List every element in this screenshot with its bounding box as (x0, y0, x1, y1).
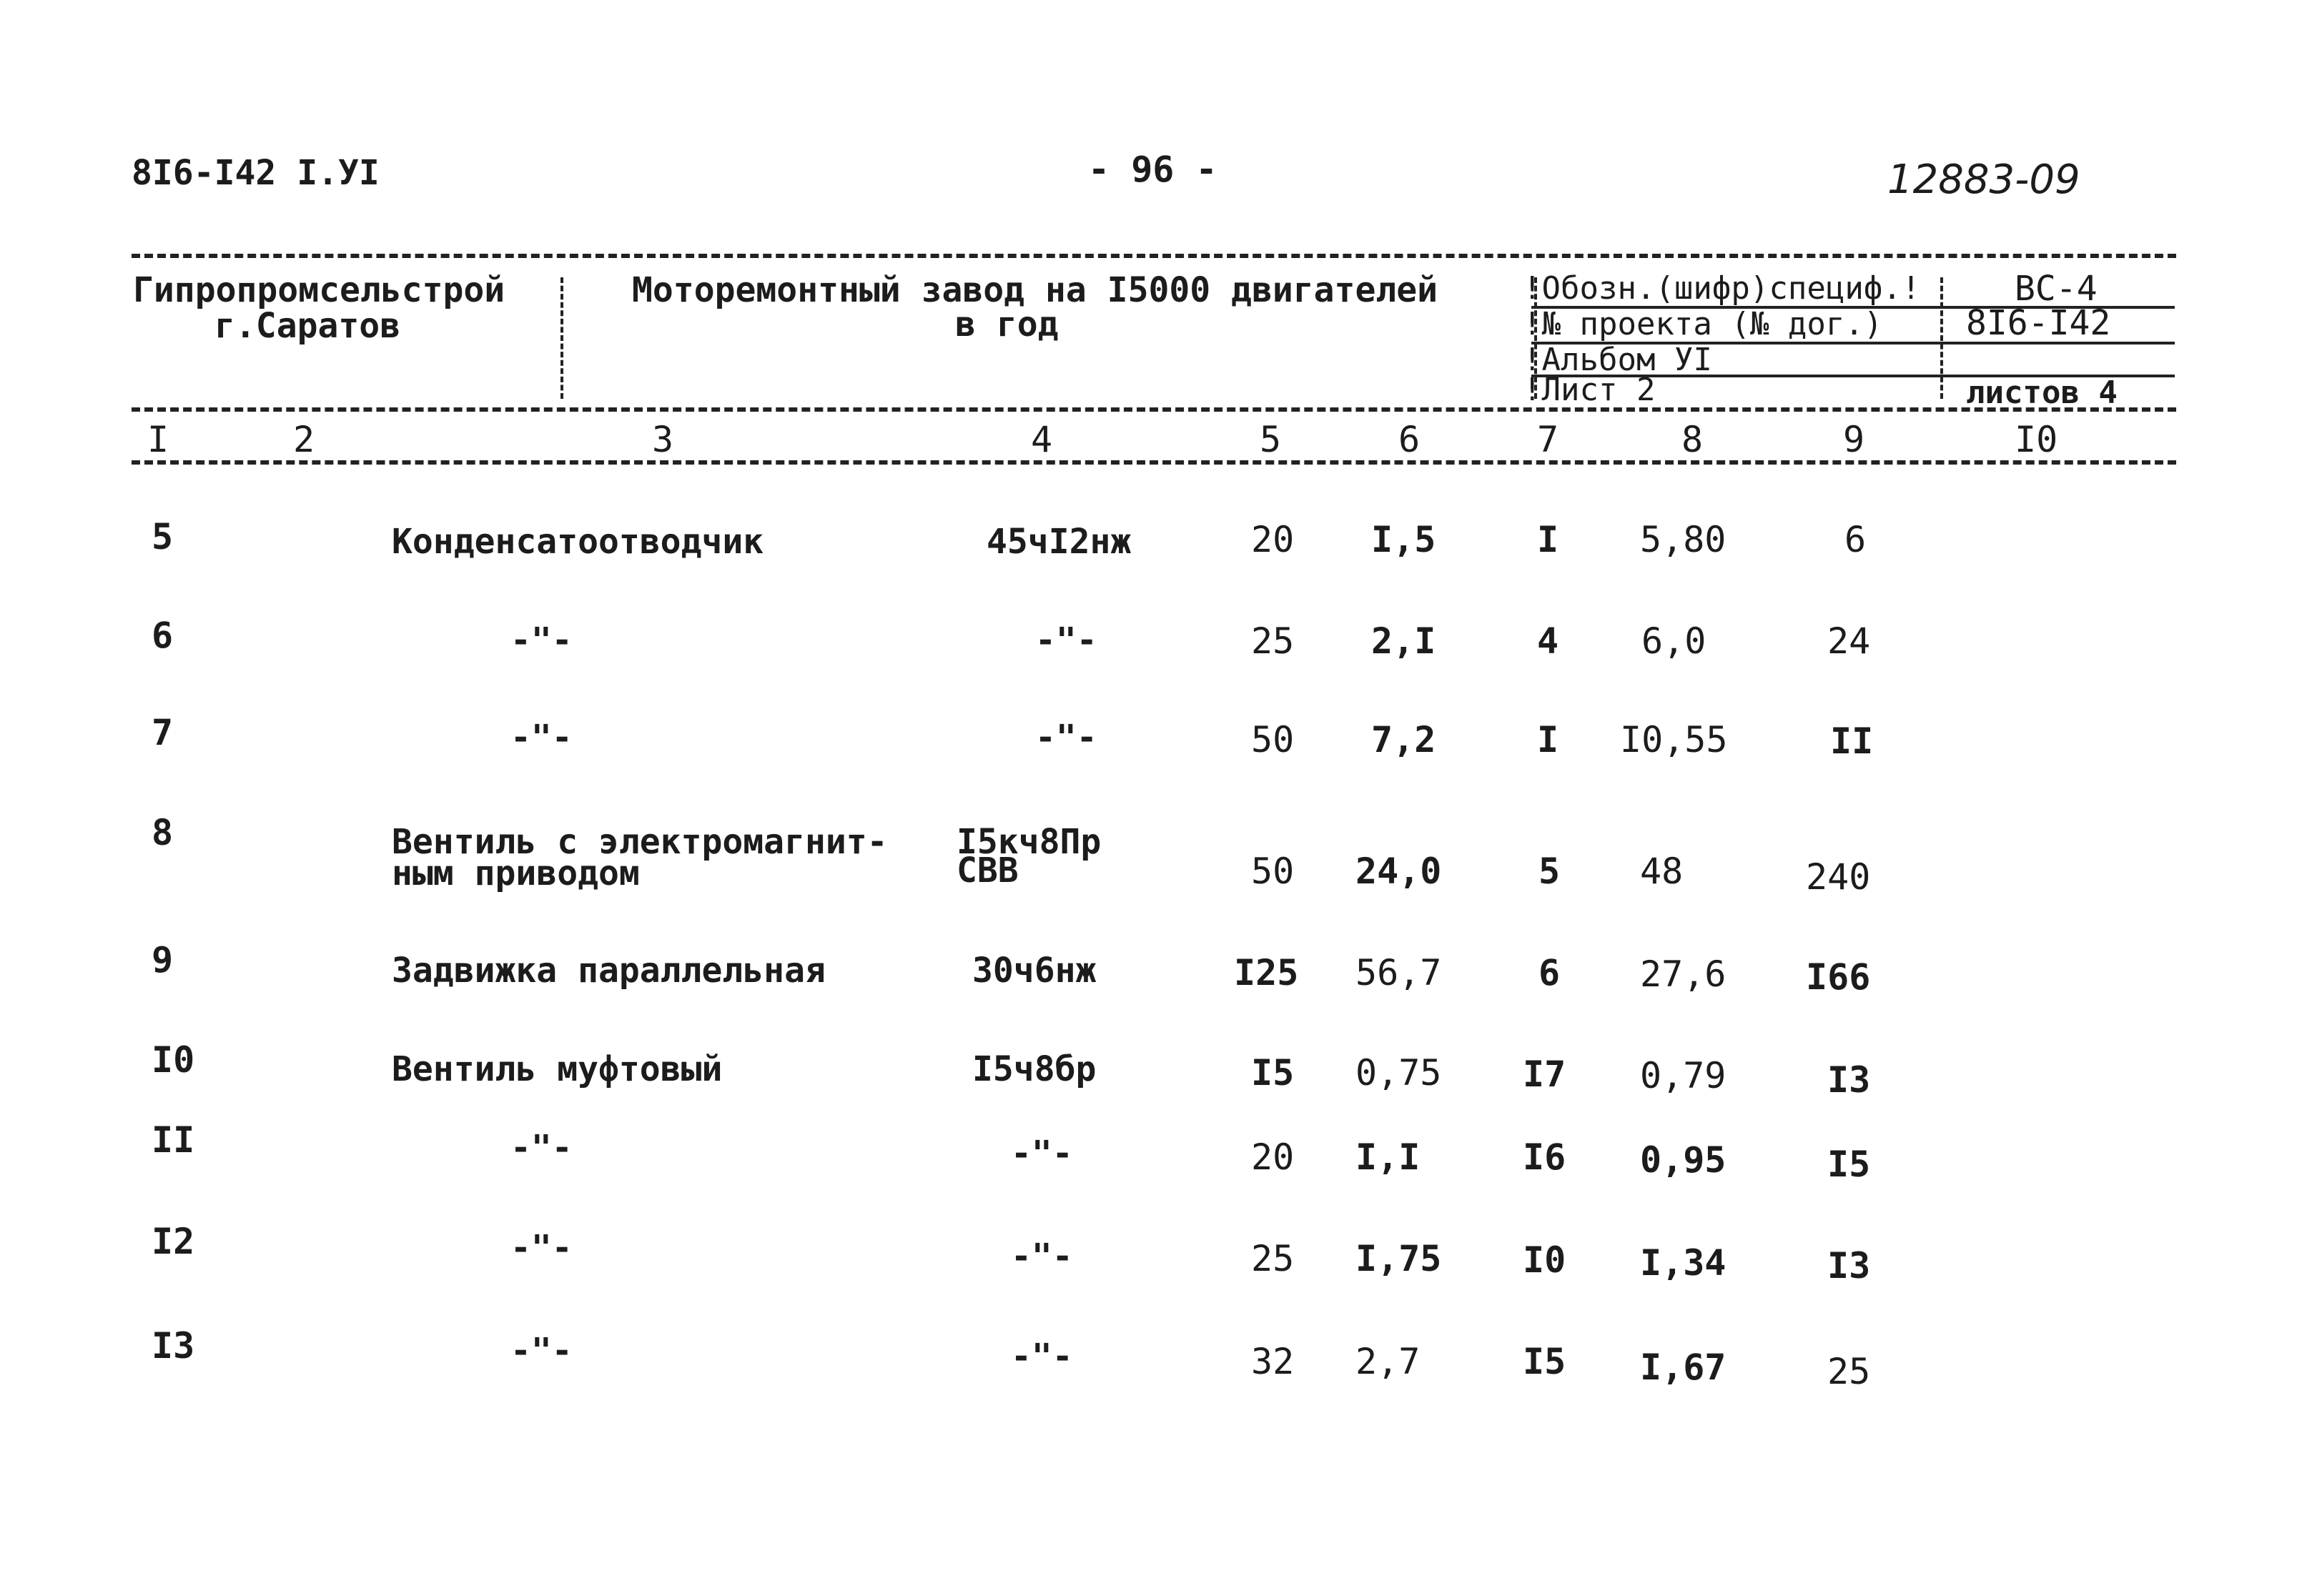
column-number: 9 (1843, 419, 1865, 460)
cell-col8: I0,55 (1620, 719, 1728, 760)
organization: Гипропромсельстрой (133, 270, 505, 310)
cell-designation: 30ч6нж (972, 951, 1097, 991)
column-number: 7 (1537, 419, 1559, 460)
cell-col5: 20 (1251, 519, 1295, 560)
cell-col6: 2,I (1371, 620, 1436, 662)
column-number: 3 (652, 419, 674, 460)
cell-name: Задвижка параллельная (392, 951, 826, 991)
cell-name: -"- (510, 620, 573, 660)
cell-col5: I5 (1251, 1052, 1295, 1094)
cell-name: Конденсатоотводчик (392, 522, 764, 562)
cell-item-number: II (152, 1119, 195, 1161)
cell-col5: 50 (1251, 851, 1295, 892)
cell-col9: I3 (1827, 1059, 1871, 1101)
cell-col9: 240 (1806, 856, 1871, 898)
album-label: !Альбом УI (1523, 342, 1712, 378)
project-number-label: !№ проекта (№ дог.) (1523, 306, 1883, 342)
cell-name: Вентиль муфтовый (392, 1049, 723, 1089)
column-number: 2 (293, 419, 315, 460)
cell-item-number: I3 (152, 1325, 195, 1367)
cell-col8: 0,95 (1640, 1139, 1727, 1181)
cell-item-number: I0 (152, 1039, 195, 1081)
cell-designation: I5ч8бр (972, 1049, 1097, 1089)
cell-col5: 20 (1251, 1136, 1295, 1178)
cell-designation-continued: СВВ (957, 851, 1019, 891)
cell-col6: I,75 (1355, 1238, 1442, 1279)
cell-col8: 0,79 (1640, 1055, 1727, 1096)
city: г.Саратов (214, 306, 401, 346)
cell-col7: I0 (1523, 1239, 1566, 1281)
column-number: 4 (1031, 419, 1053, 460)
cell-col7: I7 (1523, 1054, 1566, 1095)
cell-col9: I5 (1827, 1144, 1871, 1185)
column-number: 8 (1681, 419, 1704, 460)
document-code: 8I6-I42 I.УI (132, 153, 380, 193)
cell-designation: -"- (1035, 620, 1097, 660)
cell-col7: 4 (1537, 620, 1559, 662)
cell-col6: 0,75 (1355, 1052, 1442, 1094)
cell-col5: 25 (1251, 620, 1295, 662)
column-number: I (147, 419, 169, 460)
cell-col9: 6 (1844, 519, 1867, 560)
cell-col9: II (1830, 720, 1874, 762)
cell-designation: I5кч8Пр (957, 822, 1102, 862)
cell-name: -"- (510, 1128, 573, 1168)
cell-col8: I,67 (1640, 1347, 1727, 1388)
cell-col7: I (1537, 719, 1559, 760)
cell-name: Вентиль с электромагнит- (392, 822, 888, 862)
cell-col8: 48 (1640, 851, 1684, 892)
sheet-label: !Лист 2 (1523, 372, 1656, 408)
column-number-rule (132, 460, 2176, 465)
spec-value: ВС-4 (2015, 269, 2098, 309)
project-title-line1: Моторемонтный завод на I5000 двигателей (632, 270, 1438, 310)
cell-col6: 24,0 (1355, 851, 1442, 892)
cell-col7: I6 (1523, 1136, 1566, 1178)
cell-item-number: 9 (152, 939, 174, 981)
title-divider-3 (1940, 277, 1943, 399)
cell-col8: 27,6 (1640, 953, 1727, 995)
cell-col6: I,I (1355, 1136, 1421, 1178)
cell-item-number: 7 (152, 712, 174, 753)
cell-col5: 50 (1251, 719, 1295, 760)
cell-designation: -"- (1011, 1236, 1073, 1277)
sheets-label: листов 4 (1966, 375, 2118, 411)
cell-designation: 45чI2нж (987, 522, 1132, 562)
cell-col9: I3 (1827, 1245, 1871, 1287)
column-number: I0 (2015, 419, 2058, 460)
cell-col7: 5 (1538, 851, 1561, 892)
spec-label: !Обозн.(шифр)специф.! (1523, 270, 1921, 307)
cell-item-number: I2 (152, 1221, 195, 1262)
handwritten-number: 12883-09 (1887, 157, 2080, 203)
cell-col6: 2,7 (1355, 1341, 1421, 1382)
cell-col6: 7,2 (1371, 719, 1436, 760)
title-bottom-rule (132, 407, 2176, 412)
cell-col5: 25 (1251, 1238, 1295, 1279)
cell-name: -"- (510, 1228, 573, 1268)
cell-designation: -"- (1035, 718, 1097, 758)
cell-col7: I (1537, 519, 1559, 560)
cell-name: -"- (510, 1331, 573, 1371)
cell-name-continued: ным приводом (392, 853, 640, 893)
cell-designation: -"- (1011, 1134, 1073, 1174)
cell-col9: 25 (1827, 1351, 1871, 1392)
cell-col9: I66 (1806, 956, 1871, 998)
cell-col6: I,5 (1371, 519, 1436, 560)
title-top-rule (132, 254, 2176, 258)
cell-name: -"- (510, 718, 573, 758)
column-number: 6 (1398, 419, 1421, 460)
cell-col9: 24 (1827, 620, 1871, 662)
cell-col7: 6 (1538, 952, 1561, 993)
project-title-line2: в год (955, 304, 1059, 345)
cell-designation: -"- (1011, 1337, 1073, 1377)
page-number: - 96 - (1088, 149, 1217, 190)
column-number: 5 (1260, 419, 1282, 460)
cell-col5: 32 (1251, 1341, 1295, 1382)
cell-col8: 5,80 (1640, 519, 1727, 560)
cell-col5: I25 (1234, 952, 1299, 993)
cell-col6: 56,7 (1355, 952, 1442, 993)
cell-col8: 6,0 (1641, 620, 1706, 662)
cell-item-number: 6 (152, 615, 174, 656)
title-divider-1 (560, 277, 563, 399)
cell-col8: I,34 (1640, 1242, 1727, 1284)
cell-item-number: 5 (152, 516, 174, 557)
cell-col7: I5 (1523, 1341, 1566, 1382)
project-number-value: 8I6-I42 (1966, 303, 2111, 343)
cell-item-number: 8 (152, 812, 174, 853)
